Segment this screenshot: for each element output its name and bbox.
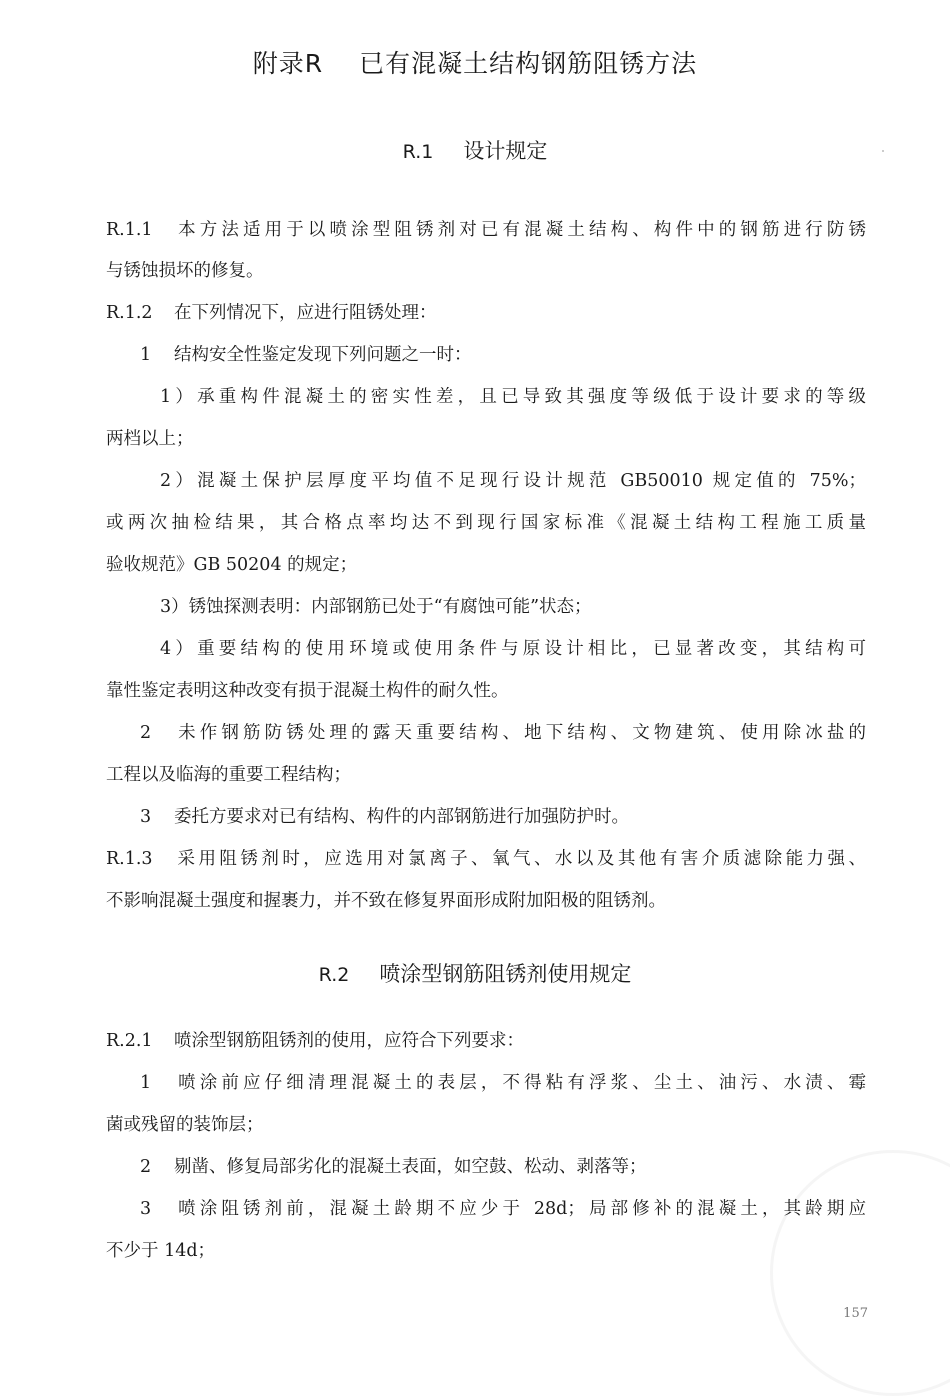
subitem-1-line2: 两档以上； <box>106 429 194 449</box>
item-text: 结构安全性鉴定发现下列问题之一时： <box>174 345 472 365</box>
item-text: 剔凿、修复局部劣化的混凝土表面，如空鼓、松动、剥落等； <box>174 1157 647 1177</box>
section-title: 设计规定 <box>463 139 548 163</box>
item-r112-2-line2: 工程以及临海的重要工程结构； <box>106 765 351 785</box>
item-text: 未作钢筋防锈处理的露天重要结构、地下结构、文物建筑、使用除冰盐的 <box>174 723 866 743</box>
subitem-4-line2: 靠性鉴定表明这种改变有损于混凝土构件的耐久性。 <box>106 681 509 701</box>
item-number: 2 <box>140 723 152 743</box>
clause-number: R.1.1 <box>106 220 153 240</box>
clause-text: 喷涂型钢筋阻锈剂的使用，应符合下列要求： <box>174 1031 524 1051</box>
appendix-title-text: 已有混凝土结构钢筋阻锈方法 <box>359 49 698 78</box>
item-text: 喷涂前应仔细清理混凝土的表层，不得粘有浮浆、尘土、油污、水渍、霉 <box>174 1073 866 1093</box>
clause-r112-line1 <box>106 301 866 325</box>
clause-r221-line1 <box>106 1029 866 1053</box>
item-number: 3 <box>140 807 152 827</box>
section-title: 喷涂型钢筋阻锈剂使用规定 <box>379 962 632 986</box>
item-r221-1-line2: 菌或残留的装饰层； <box>106 1115 264 1135</box>
clause-r111-line1 <box>106 218 866 242</box>
clause-text: 采用阻锈剂时，应选用对氯离子、氧气、水以及其他有害介质滤除能力强、 <box>174 849 866 869</box>
item-text: 委托方要求对已有结构、构件的内部钢筋进行加强防护时。 <box>174 807 629 827</box>
subitem-1-line1: 1）承重构件混凝土的密实性差，且已导致其强度等级低于设计要求的等级 <box>160 387 866 407</box>
section-heading-r1 <box>0 135 950 165</box>
subitem-2-line1: 2）混凝土保护层厚度平均值不足现行设计规范 GB50010 规定值的 75%； <box>160 471 866 491</box>
appendix-title <box>0 44 950 80</box>
item-text: 喷涂阻锈剂前，混凝土龄期不应少于 28d；局部修补的混凝土，其龄期应 <box>174 1199 866 1219</box>
clause-r111-line2: 与锈蚀损坏的修复。 <box>106 261 264 281</box>
watermark-seal <box>770 1150 950 1396</box>
appendix-label: 附录R <box>252 49 324 78</box>
clause-text: 本方法适用于以喷涂型阻锈剂对已有混凝土结构、构件中的钢筋进行防锈 <box>174 220 866 240</box>
item-number: 1 <box>140 345 152 365</box>
page-number: 157 <box>843 1306 868 1321</box>
item-r221-1-line1 <box>140 1071 866 1095</box>
clause-number: R.1.2 <box>106 303 153 323</box>
item-number: 3 <box>140 1199 152 1219</box>
subitem-4-line1: 4）重要结构的使用环境或使用条件与原设计相比，已显著改变，其结构可 <box>160 639 866 659</box>
item-r112-1 <box>140 343 900 367</box>
section-number: R.2 <box>318 964 350 986</box>
item-r221-2 <box>140 1155 900 1179</box>
item-r221-3-line2: 不少于 14d； <box>106 1241 216 1261</box>
section-number: R.1 <box>402 141 434 163</box>
subitem-3-line1: 3）锈蚀探测表明：内部钢筋已处于“有腐蚀可能”状态； <box>160 597 592 617</box>
clause-number: R.2.1 <box>106 1031 153 1051</box>
item-r112-2-line1 <box>140 721 866 745</box>
item-number: 1 <box>140 1073 152 1093</box>
subitem-2-line3: 验收规范》GB 50204 的规定； <box>106 555 358 575</box>
subitem-2-line2: 或两次抽检结果，其合格点率均达不到现行国家标准《混凝土结构工程施工质量 <box>106 513 866 533</box>
clause-r113-line2: 不影响混凝土强度和握裹力，并不致在修复界面形成附加阳极的阻锈剂。 <box>106 891 666 911</box>
item-r112-3 <box>140 805 900 829</box>
section-heading-r2 <box>0 958 950 988</box>
item-number: 2 <box>140 1157 152 1177</box>
clause-text: 在下列情况下，应进行阻锈处理： <box>174 303 437 323</box>
clause-r113-line1 <box>106 847 866 871</box>
clause-number: R.1.3 <box>106 849 153 869</box>
item-r221-3-line1 <box>140 1197 866 1221</box>
